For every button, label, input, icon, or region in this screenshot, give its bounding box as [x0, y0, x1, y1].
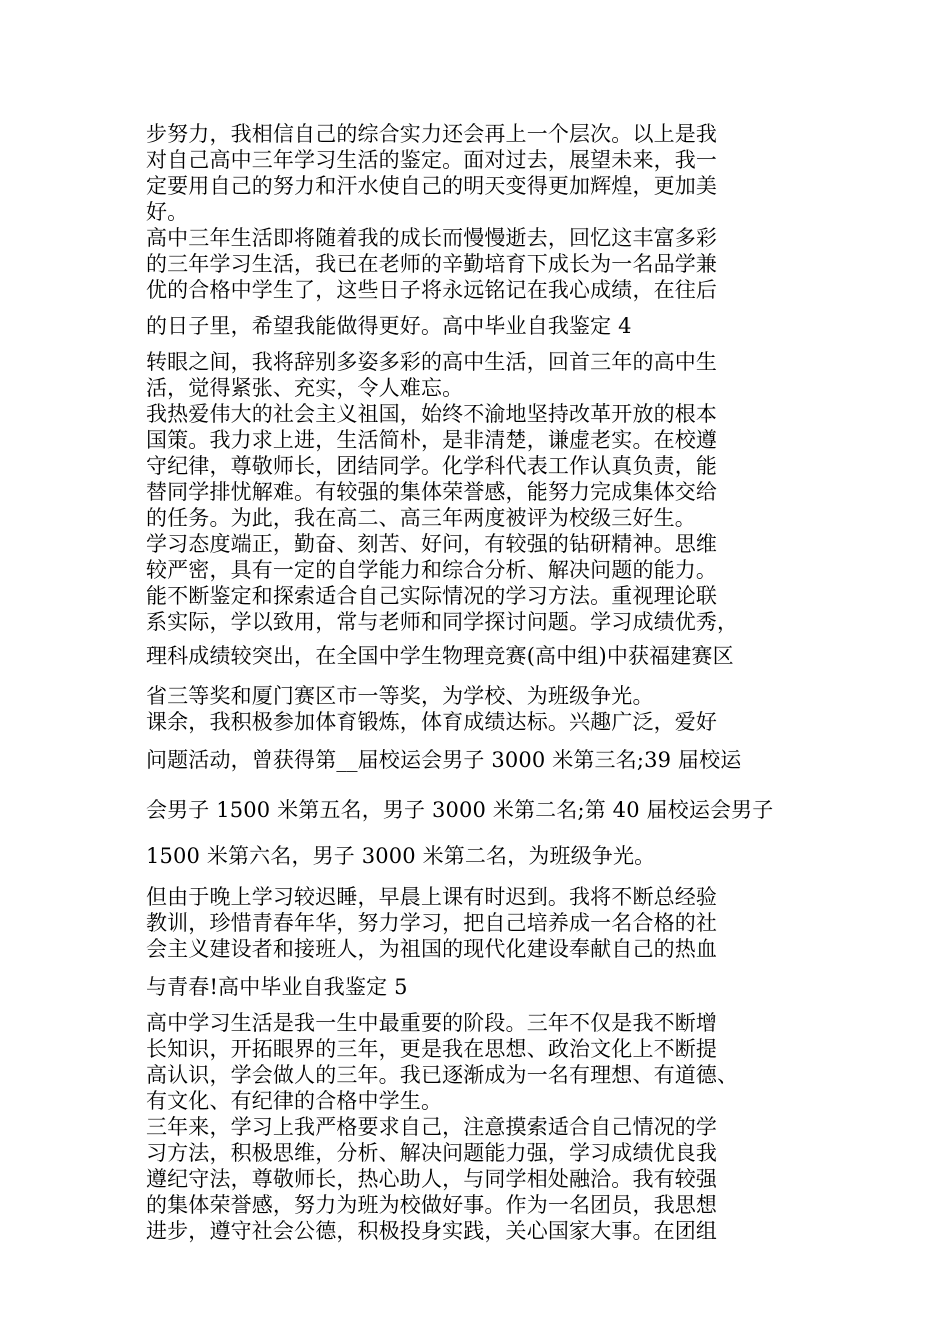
text-line: 活，觉得紧张、充实，令人难忘。 [146, 376, 464, 400]
text-line: 问题活动，曾获得第__届校运会男子 3000 米第三名;39 届校运 [146, 748, 742, 772]
text-line: 好。 [146, 200, 189, 224]
text-line: 的任务。为此，我在高二、高三年两度被评为校级三好生。 [146, 506, 696, 530]
text-line: 守纪律，尊敬师长，团结同学。化学科代表工作认真负责，能 [146, 454, 718, 478]
text-line: 高中三年生活即将随着我的成长而慢慢逝去，回忆这丰富多彩 [146, 226, 718, 250]
text-line: 优的合格中学生了，这些日子将永远铭记在我心成绩，在往后 [146, 278, 718, 302]
text-line: 较严密，具有一定的自学能力和综合分析、解决问题的能力。 [146, 558, 718, 582]
section-heading-line: 与青春!高中毕业自我鉴定 5 [146, 975, 408, 999]
text-line: 学习态度端正，勤奋、刻苦、好问，有较强的钻研精神。思维 [146, 532, 718, 556]
text-line: 国策。我力求上进，生活简朴，是非清楚，谦虚老实。在校遵 [146, 428, 718, 452]
text-line: 1500 米第六名，男子 3000 米第二名，为班级争光。 [146, 844, 656, 868]
text-line: 三年来，学习上我严格要求自己，注意摸索适合自己情况的学 [146, 1115, 718, 1139]
text-line: 长知识，开拓眼界的三年，更是我在思想、政治文化上不断提 [146, 1037, 718, 1061]
text-line: 有文化、有纪律的合格中学生。 [146, 1089, 443, 1113]
text-line: 的三年学习生活，我已在老师的辛勤培育下成长为一名品学兼 [146, 252, 718, 276]
text-line: 课余，我积极参加体育锻炼，体育成绩达标。兴趣广泛，爱好 [146, 710, 718, 734]
text-line: 步努力，我相信自己的综合实力还会再上一个层次。以上是我 [146, 122, 718, 146]
section-heading-line: 的日子里，希望我能做得更好。高中毕业自我鉴定 4 [146, 314, 632, 338]
text-line: 的集体荣誉感，努力为班为校做好事。作为一名团员，我思想 [146, 1193, 718, 1217]
text-line: 能不断鉴定和探索适合自己实际情况的学习方法。重视理论联 [146, 584, 718, 608]
text-line: 理科成绩较突出，在全国中学生物理竞赛(高中组)中获福建赛区 [146, 644, 734, 668]
text-line: 替同学排忧解难。有较强的集体荣誉感，能努力完成集体交给 [146, 480, 718, 504]
text-line: 进步，遵守社会公德，积极投身实践，关心国家大事。在团组 [146, 1219, 718, 1243]
text-line: 教训，珍惜青春年华，努力学习，把自己培养成一名合格的社 [146, 911, 718, 935]
text-line: 定要用自己的努力和汗水使自己的明天变得更加辉煌，更加美 [146, 174, 718, 198]
text-line: 省三等奖和厦门赛区市一等奖，为学校、为班级争光。 [146, 684, 654, 708]
text-line: 习方法，积极思维，分析、解决问题能力强，学习成绩优良我 [146, 1141, 718, 1165]
text-line: 我热爱伟大的社会主义祖国，始终不渝地坚持改革开放的根本 [146, 402, 718, 426]
text-line: 但由于晚上学习较迟睡，早晨上课有时迟到。我将不断总经验 [146, 885, 718, 909]
text-line: 对自己高中三年学习生活的鉴定。面对过去，展望未来，我一 [146, 148, 718, 172]
text-line: 转眼之间，我将辞别多姿多彩的高中生活，回首三年的高中生 [146, 350, 718, 374]
text-line: 会男子 1500 米第五名，男子 3000 米第二名;第 40 届校运会男子 [146, 798, 774, 822]
text-line: 高认识，学会做人的三年。我已逐渐成为一名有理想、有道德、 [146, 1063, 739, 1087]
text-line: 遵纪守法，尊敬师长，热心助人，与同学相处融洽。我有较强 [146, 1167, 718, 1191]
text-line: 系实际，学以致用，常与老师和同学探讨问题。学习成绩优秀， [146, 610, 739, 634]
text-line: 高中学习生活是我一生中最重要的阶段。三年不仅是我不断增 [146, 1011, 718, 1035]
text-line: 会主义建设者和接班人，为祖国的现代化建设奉献自己的热血 [146, 937, 718, 961]
